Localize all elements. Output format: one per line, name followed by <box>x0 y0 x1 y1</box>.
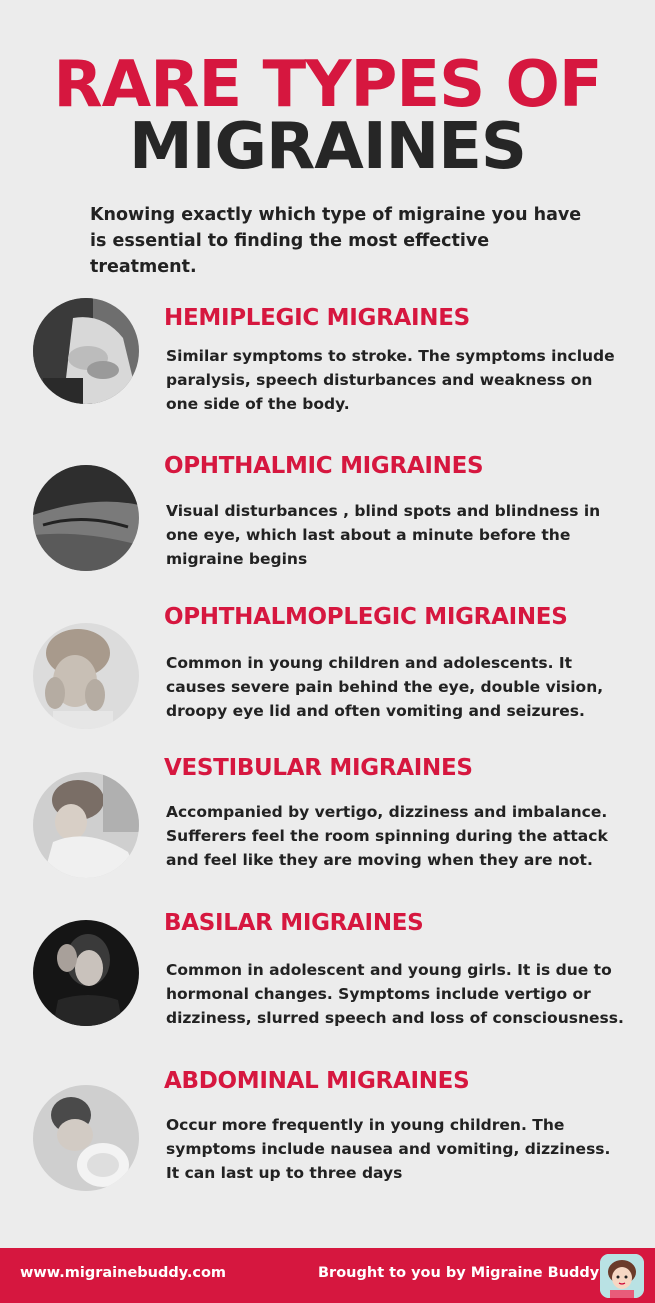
closed-eye-photo <box>33 465 139 571</box>
hands-photo <box>33 298 139 404</box>
section-title: OPHTHALMOPLEGIC MIGRAINES <box>164 604 568 630</box>
girl-holding-head-photo <box>33 920 139 1026</box>
section-description: Accompanied by vertigo, dizziness and imbalance. Sufferers feel the room spinning during the attack and feel like they are moving when they are not. <box>166 803 608 869</box>
section-basilar <box>0 910 655 1070</box>
section-title: OPHTHALMIC MIGRAINES <box>164 453 484 479</box>
section-ophthalmic <box>0 453 655 615</box>
footer-credit: Brought to you by Migraine Buddy <box>318 1265 600 1281</box>
section-description: Common in adolescent and young girls. It is due to hormonal changes. Symptoms include vertigo or dizziness, slurred speech and loss of consciousness. <box>166 961 624 1027</box>
section-description: Occur more frequently in young children. The symptoms include nausea and vomiting, dizziness. It can last up to three days <box>166 1116 611 1182</box>
section-description: Visual disturbances , blind spots and blindness in one eye, which last about a minute before the migraine begins <box>166 502 601 568</box>
section-title: BASILAR MIGRAINES <box>164 910 424 936</box>
section-title: ABDOMINAL MIGRAINES <box>164 1068 470 1094</box>
child-vomiting-photo <box>33 1085 139 1191</box>
footer-bar <box>0 1248 655 1303</box>
section-title: HEMIPLEGIC MIGRAINES <box>164 305 470 331</box>
section-description: Common in young children and adolescents. It causes severe pain behind the eye, double vision, droopy eye lid and often vomiting and seizures. <box>166 654 604 720</box>
section-vestibular <box>0 755 655 922</box>
section-hemiplegic <box>0 298 655 448</box>
section-description: Similar symptoms to stroke. The symptoms include paralysis, speech disturbances and weakness on one side of the body. <box>166 347 615 413</box>
section-title: VESTIBULAR MIGRAINES <box>164 755 473 781</box>
migraine-buddy-logo <box>600 1254 644 1298</box>
woman-bending-photo <box>33 772 139 878</box>
section-abdominal <box>0 1068 655 1235</box>
title-line-1: RARE TYPES OF <box>53 48 602 122</box>
website-link[interactable]: www.migrainebuddy.com <box>20 1265 227 1281</box>
title-line-2: MIGRAINES <box>128 110 527 184</box>
section-ophthalmoplegic <box>0 604 655 773</box>
child-photo <box>33 623 139 729</box>
intro-text: Knowing exactly which type of migraine you have is essential to finding the most effective treatment. <box>90 205 582 277</box>
